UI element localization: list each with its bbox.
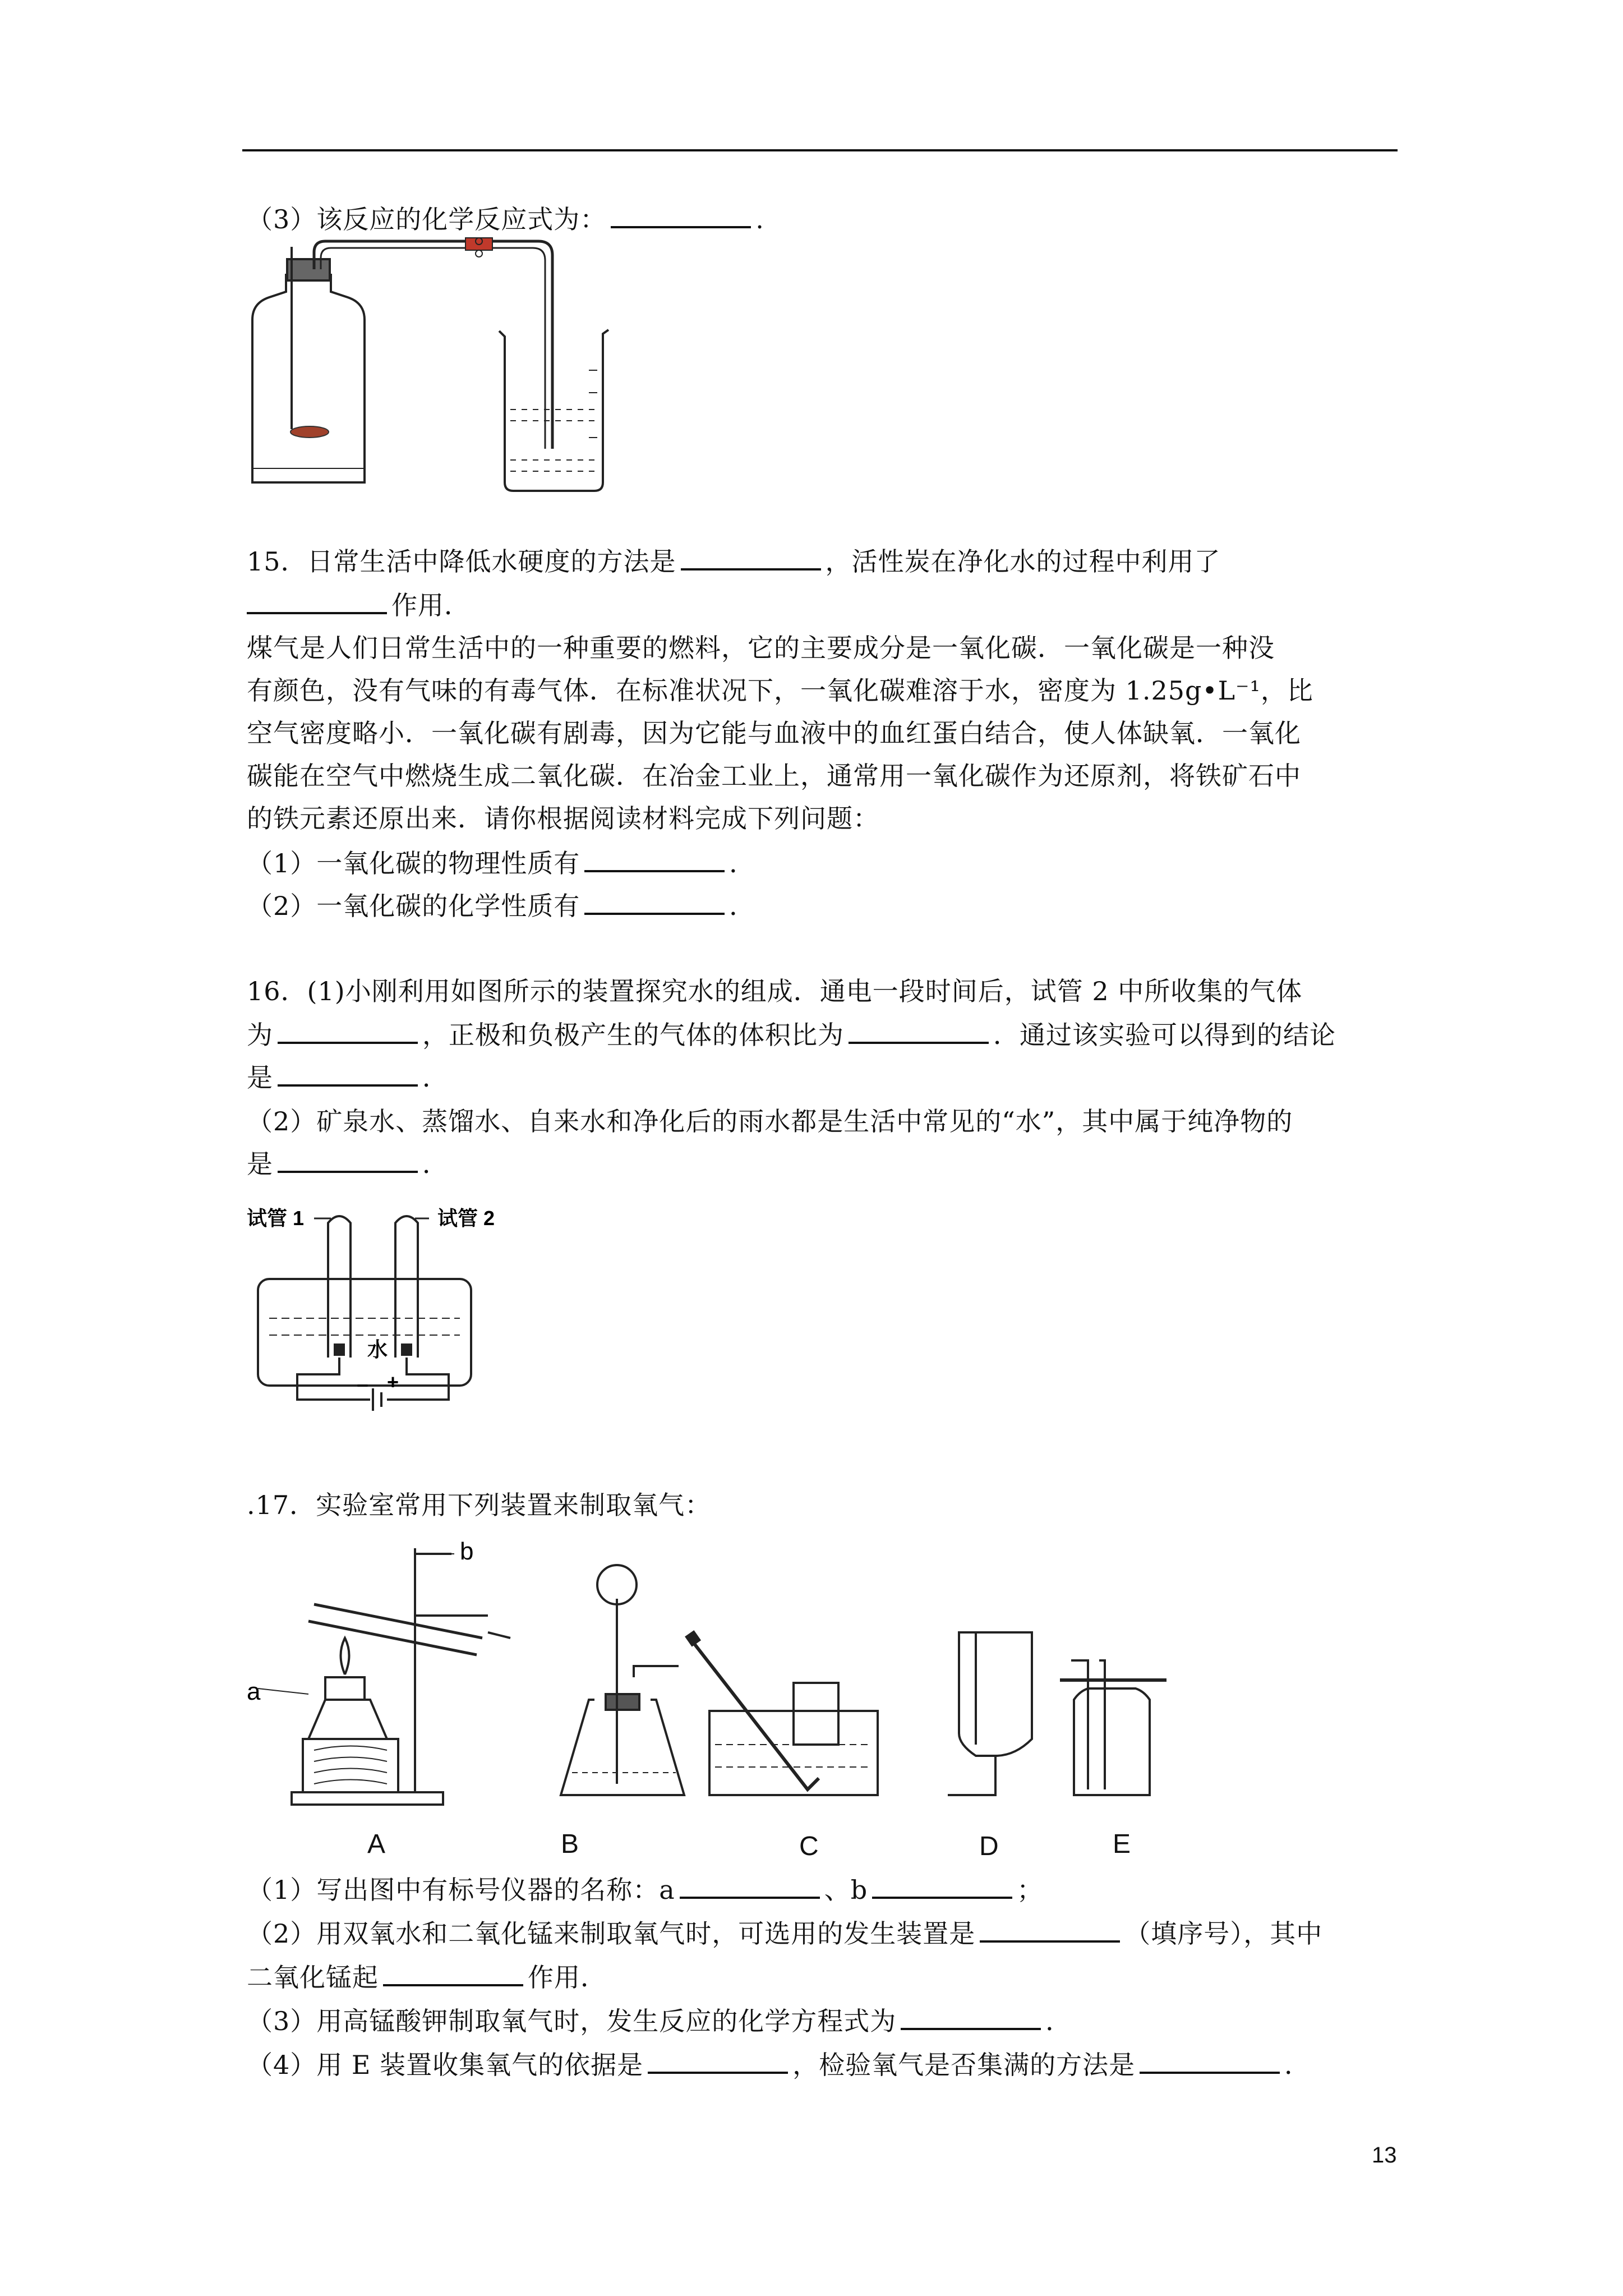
q15-line2: 作用． bbox=[247, 586, 471, 625]
answer-blank[interactable] bbox=[611, 226, 751, 228]
answer-blank[interactable] bbox=[278, 1042, 418, 1044]
answer-blank[interactable] bbox=[648, 2072, 788, 2074]
answer-blank[interactable] bbox=[584, 870, 725, 872]
answer-blank[interactable] bbox=[680, 1897, 820, 1899]
q16-line3: 是 ． bbox=[247, 1062, 449, 1093]
answer-blank[interactable] bbox=[247, 612, 387, 614]
q15-part2: （2）一氧化碳的化学性质有 ． bbox=[247, 891, 756, 921]
q17-part1: （1）写出图中有标号仪器的名称：a 、b ； bbox=[247, 1875, 1044, 1905]
caption-E: E bbox=[1113, 1829, 1131, 1859]
reading-line: 煤气是人们日常生活中的一种重要的燃料，它的主要成分是一氧化碳．一氧化碳是一种没 bbox=[247, 633, 1275, 663]
q15-part1: （1）一氧化碳的物理性质有 ． bbox=[247, 848, 756, 878]
page-number: 13 bbox=[1372, 2143, 1397, 2168]
reading-line: 碳能在空气中燃烧生成二氧化碳．在冶金工业上，通常用一氧化碳作为还原剂，将铁矿石中 bbox=[247, 761, 1301, 791]
answer-blank[interactable] bbox=[383, 1984, 523, 1986]
answer-blank[interactable] bbox=[901, 2028, 1041, 2030]
q17-part2-cont: 二氧化锰起 作用． bbox=[247, 1962, 607, 1993]
reading-line: 的铁元素还原出来．请你根据阅读材料完成下列问题： bbox=[247, 803, 879, 834]
q15-line1: 15．日常生活中降低水硬度的方法是 ，活性炭在净化水的过程中利用了 bbox=[247, 546, 1221, 577]
label-b: b bbox=[460, 1538, 474, 1565]
plus-label: + bbox=[387, 1370, 399, 1393]
answer-blank[interactable] bbox=[1140, 2072, 1280, 2074]
q17-part4: （4）用 E 装置收集氧气的依据是 ，检验氧气是否集满的方法是 ． bbox=[247, 2050, 1311, 2080]
q17-part3: （3）用高锰酸钾制取氧气时，发生反应的化学方程式为 ． bbox=[247, 2006, 1072, 2036]
q17-part2: （2）用双氧水和二氧化锰来制取氧气时，可选用的发生装置是 （填序号），其中 bbox=[247, 1918, 1323, 1949]
water-label: 水 bbox=[367, 1338, 388, 1361]
minus-label: − bbox=[357, 1374, 369, 1397]
combustion-apparatus-figure bbox=[236, 236, 651, 499]
label-a: a bbox=[247, 1678, 261, 1705]
q14-part3: （3）该反应的化学反应式为： . bbox=[247, 204, 764, 234]
answer-blank[interactable] bbox=[584, 913, 725, 915]
electrolysis-apparatus-figure bbox=[247, 1206, 499, 1419]
answer-blank[interactable] bbox=[980, 1940, 1120, 1943]
q16-line5: 是 ． bbox=[247, 1149, 449, 1179]
q16-line2: 为 ，正极和负极产生的气体的体积比为 ．通过该实验可以得到的结论 bbox=[247, 1020, 1336, 1050]
q16-line4: （2）矿泉水、蒸馏水、自来水和净化后的雨水都是生活中常见的“水”，其中属于纯净物的 bbox=[247, 1106, 1293, 1137]
tube1-label: 试管 1 bbox=[247, 1207, 305, 1230]
caption-B: B bbox=[561, 1829, 579, 1859]
answer-blank[interactable] bbox=[872, 1897, 1012, 1899]
caption-C: C bbox=[799, 1832, 819, 1861]
answer-blank[interactable] bbox=[278, 1084, 418, 1087]
header-rule bbox=[242, 149, 1398, 151]
q16-line1: 16．(1)小刚利用如图所示的装置探究水的组成．通电一段时间后，试管 2 中所收集的气体 bbox=[247, 976, 1303, 1006]
reading-line: 有颜色，没有气味的有毒气体．在标准状况下，一氧化碳难溶于水，密度为 1.25g•L⁻¹，比 bbox=[247, 675, 1313, 706]
oxygen-apparatus-figures bbox=[247, 1531, 1200, 1823]
answer-blank[interactable] bbox=[849, 1042, 989, 1044]
caption-D: D bbox=[979, 1832, 999, 1861]
answer-blank[interactable] bbox=[681, 568, 821, 570]
q17-title: .17．实验室常用下列装置来制取氧气： bbox=[247, 1490, 712, 1520]
tube2-label: 试管 2 bbox=[437, 1207, 495, 1230]
reading-line: 空气密度略小．一氧化碳有剧毒，因为它能与血液中的血红蛋白结合，使人体缺氧．一氧化 bbox=[247, 718, 1301, 748]
caption-A: A bbox=[367, 1829, 386, 1859]
answer-blank[interactable] bbox=[278, 1171, 418, 1173]
